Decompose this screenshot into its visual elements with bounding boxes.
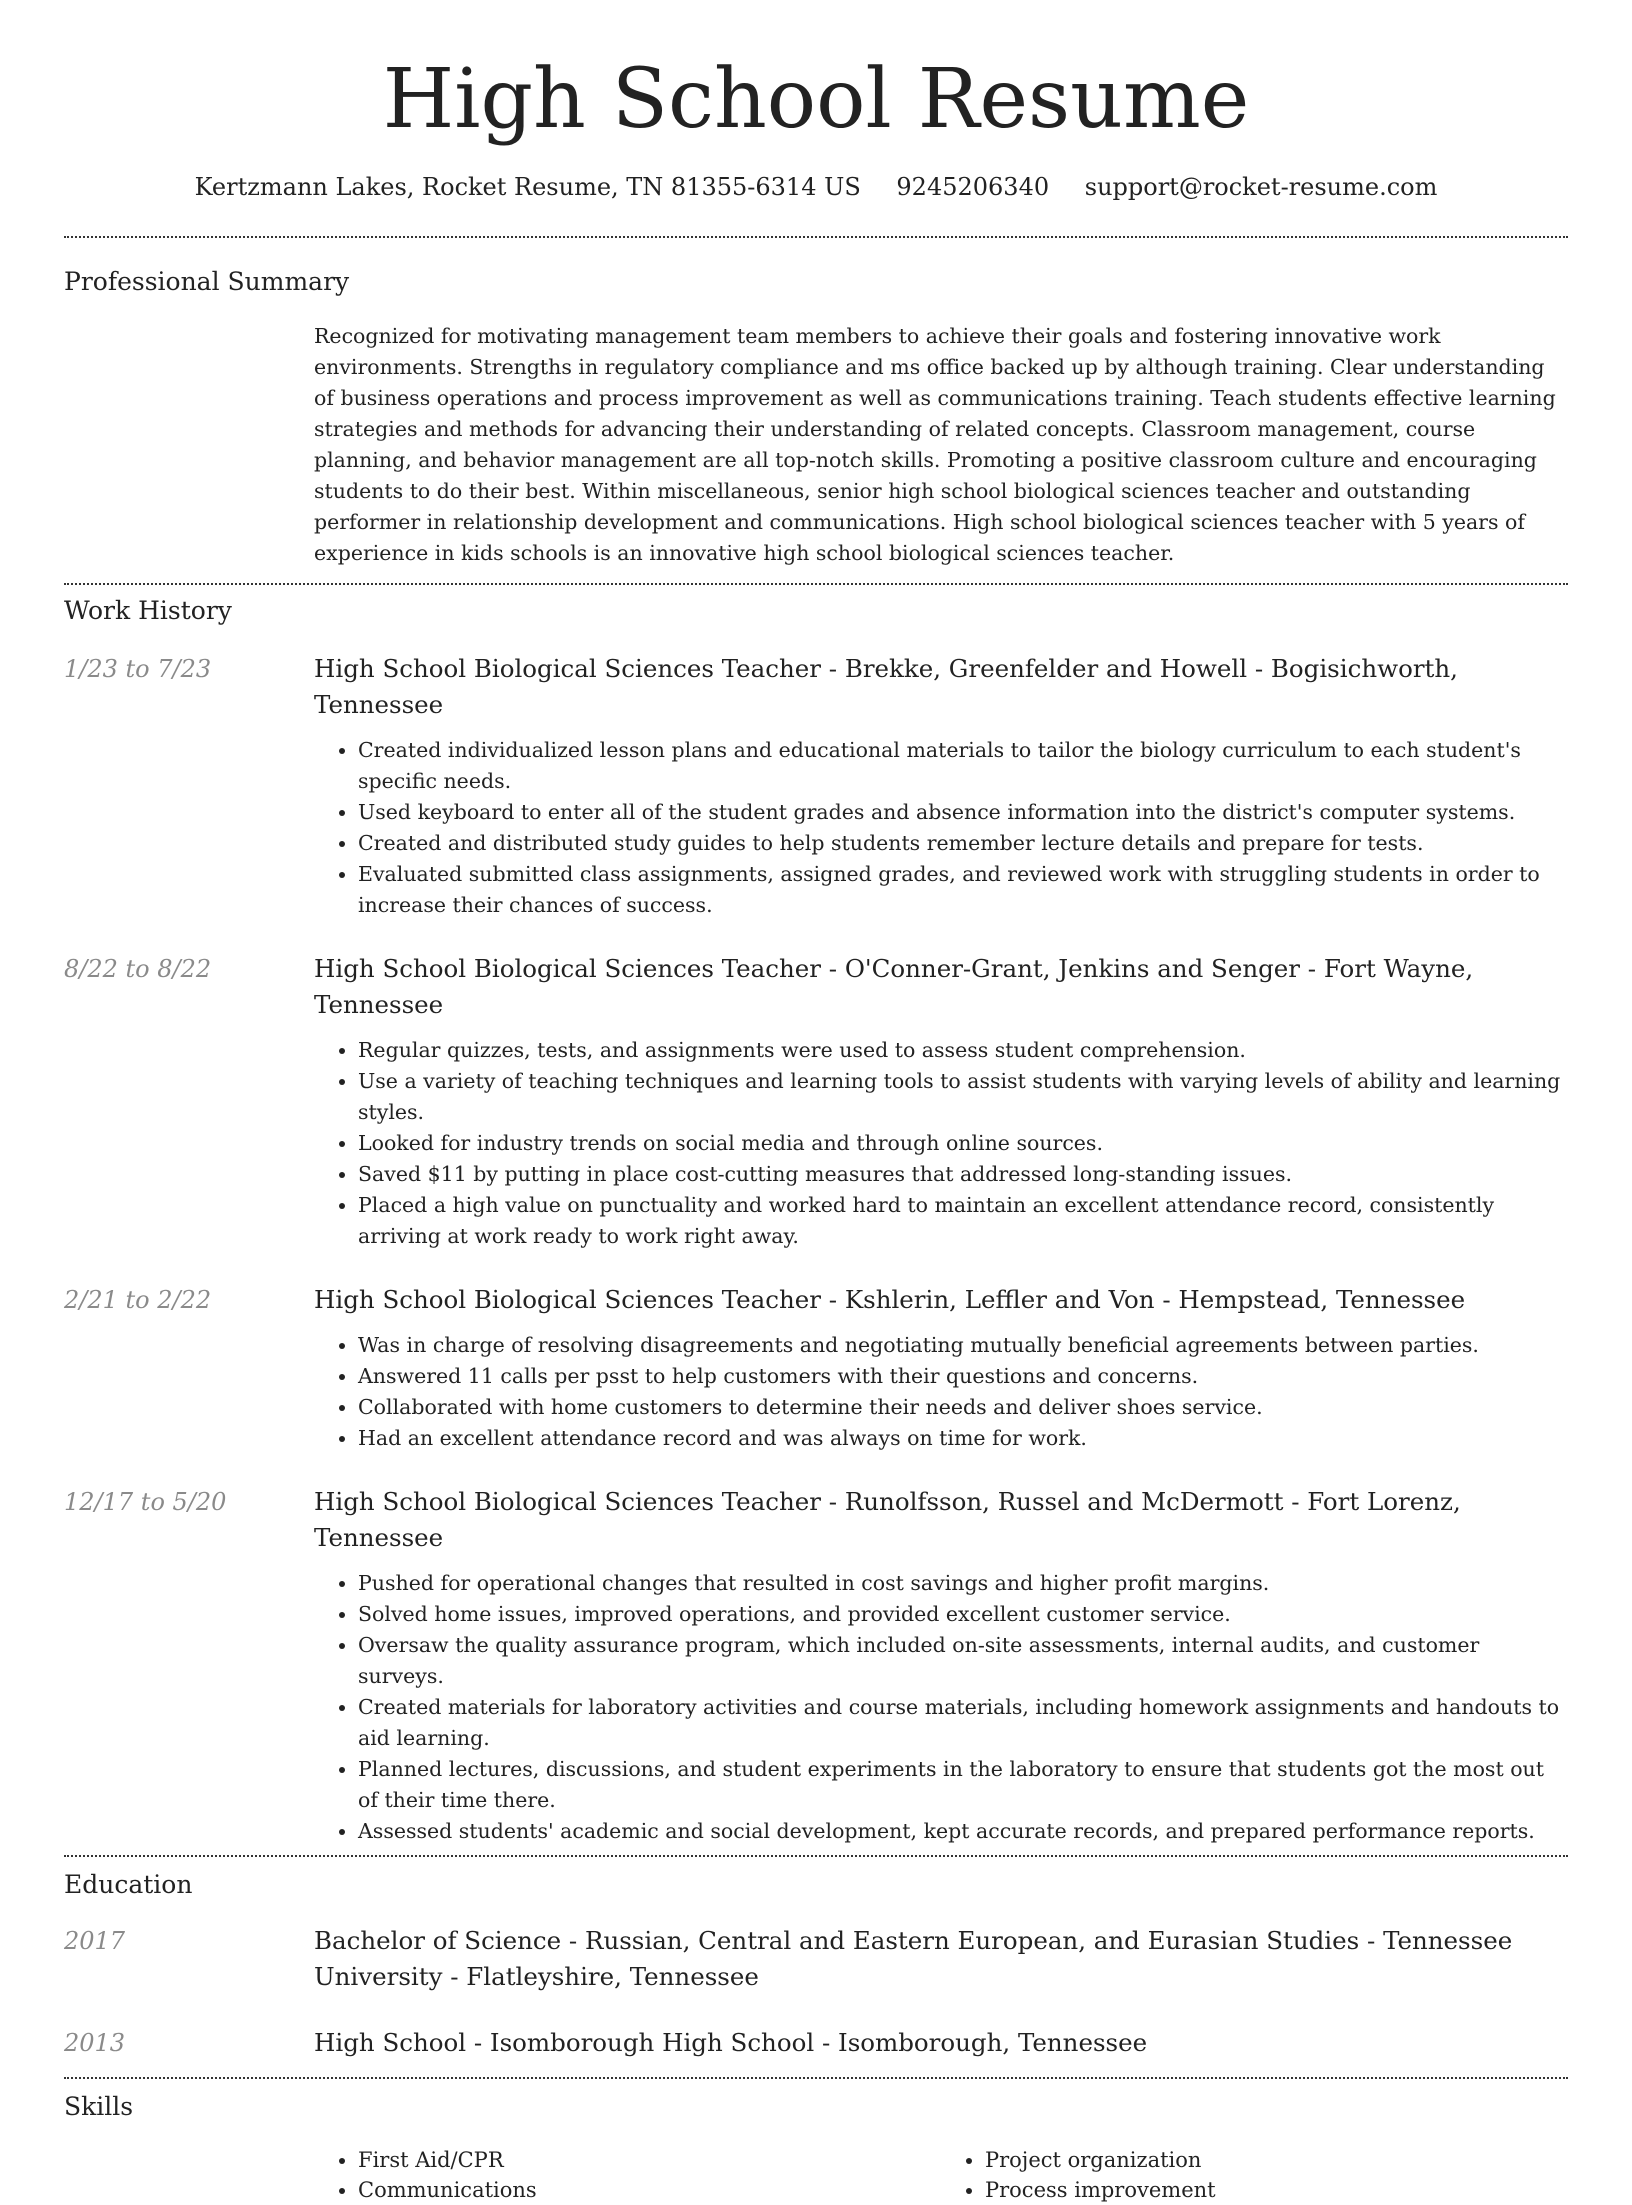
job-bullets: [314, 1035, 1568, 1252]
skills-list-right: [941, 2145, 1568, 2205]
list-item: • Created and distributed study guides to help students remember lecture details and prepare for tests.: [358, 828, 1568, 859]
contact-line: [64, 172, 1568, 202]
job-body: [314, 951, 1568, 1252]
skill-item: • Project organization: [985, 2145, 1568, 2175]
skill-item: • Process improvement: [985, 2175, 1568, 2205]
list-item: • Had an excellent attendance record and was always on time for work.: [358, 1423, 1568, 1454]
list-item: • Pushed for operational changes that resulted in cost savings and higher profit margins.: [358, 1568, 1568, 1599]
job-title: High School Biological Sciences Teacher - O'Conner-Grant, Jenkins and Senger - Fort Wayne, Tennessee: [314, 954, 1474, 1019]
job-dates: 8/22 to 8/22: [64, 955, 212, 983]
skills-columns: [314, 2145, 1568, 2205]
education-entry: [64, 2025, 1568, 2061]
job-dates: 12/17 to 5/20: [64, 1488, 227, 1516]
job-bullets: [314, 1568, 1568, 1847]
job-body: [314, 651, 1568, 921]
list-item: • Looked for industry trends on social media and through online sources.: [358, 1128, 1568, 1159]
job-body: [314, 1282, 1568, 1454]
job-bullets: [314, 735, 1568, 921]
job-dates: 2/21 to 2/22: [64, 1286, 212, 1314]
job-entry: [64, 951, 1568, 1252]
education-year: 2013: [64, 2029, 126, 2057]
list-item: • Use a variety of teaching techniques and learning tools to assist students with varying levels of ability and learning styles.: [358, 1066, 1568, 1128]
section-title-skills: Skills: [64, 2092, 134, 2121]
job-title: High School Biological Sciences Teacher - Brekke, Greenfelder and Howell - Bogisichworth, Tennessee: [314, 654, 1458, 719]
list-item: • Regular quizzes, tests, and assignments were used to assess student comprehension.: [358, 1035, 1568, 1066]
education-title: Bachelor of Science - Russian, Central and Eastern European, and Eurasian Studies - Tennessee University - Flatleyshire, Tennessee: [314, 1926, 1513, 1991]
contact-email: support@rocket-resume.com: [1084, 173, 1438, 201]
education-entry: [64, 1923, 1568, 1995]
list-item: • Created individualized lesson plans and educational materials to tailor the biology curriculum to each student's specific needs.: [358, 735, 1568, 797]
list-item: • Planned lectures, discussions, and student experiments in the laboratory to ensure that students got the most out of their time there.: [358, 1754, 1568, 1816]
education-section: [64, 1857, 1568, 2061]
list-item: • Oversaw the quality assurance program, which included on-site assessments, internal audits, and customer surveys.: [358, 1630, 1568, 1692]
skill-item: • First Aid/CPR: [358, 2145, 941, 2175]
job-body: [314, 1484, 1568, 1847]
resume-page: [64, 0, 1568, 2205]
contact-address: Kertzmann Lakes, Rocket Resume, TN 81355-6314 US: [194, 173, 861, 201]
list-item: • Collaborated with home customers to determine their needs and deliver shoes service.: [358, 1392, 1568, 1423]
job-dates: 1/23 to 7/23: [64, 655, 212, 683]
list-item: • Created materials for laboratory activities and course materials, including homework assignments and handouts to aid learning.: [358, 1692, 1568, 1754]
list-item: • Solved home issues, improved operations, and provided excellent customer service.: [358, 1599, 1568, 1630]
education-year: 2017: [64, 1927, 126, 1955]
job-entry: [64, 651, 1568, 921]
list-item: • Evaluated submitted class assignments, assigned grades, and reviewed work with struggling students in order to increase their chances of success.: [358, 859, 1568, 921]
contact-phone: 9245206340: [896, 173, 1050, 201]
section-title-work-history: Work History: [64, 596, 232, 625]
list-item: • Placed a high value on punctuality and worked hard to maintain an excellent attendance record, consistently arriving at work ready to work right away.: [358, 1190, 1568, 1252]
skill-item: • Communications: [358, 2175, 941, 2205]
education-body: [314, 1923, 1568, 1995]
job-bullets: [314, 1330, 1568, 1454]
list-item: • Assessed students' academic and social development, kept accurate records, and prepared performance reports.: [358, 1816, 1568, 1847]
skills-list-left: [314, 2145, 941, 2205]
job-title: High School Biological Sciences Teacher - Runolfsson, Russel and McDermott - Fort Lorenz, Tennessee: [314, 1487, 1461, 1552]
job-entry: [64, 1282, 1568, 1454]
job-title: High School Biological Sciences Teacher - Kshlerin, Leffler and Von - Hempstead, Tennessee: [314, 1285, 1466, 1314]
section-title-summary: Professional Summary: [64, 267, 350, 296]
work-history-section: [64, 585, 1568, 1847]
list-item: • Saved $11 by putting in place cost-cutting measures that addressed long-standing issues.: [358, 1159, 1568, 1190]
list-item: • Used keyboard to enter all of the student grades and absence information into the district's computer systems.: [358, 797, 1568, 828]
resume-title: High School Resume: [382, 52, 1250, 147]
education-body: [314, 2025, 1568, 2061]
skills-section: [64, 2079, 1568, 2205]
job-entry: [64, 1484, 1568, 1847]
list-item: • Was in charge of resolving disagreements and negotiating mutually beneficial agreements between parties.: [358, 1330, 1568, 1361]
summary-text: Recognized for motivating management team members to achieve their goals and fostering innovative work environments. Strengths in regulatory compliance and ms office backed up by although training. Clear understanding of business operations and process improvement as well as communications training. Teach students effective learning strategies and methods for advancing their understanding of related concepts. Classroom management, course planning, and behavior management are all top-notch skills. Promoting a positive classroom culture and encouraging students to do their best. Within miscellaneous, senior high school biological sciences teacher and outstanding performer in relationship development and communications. High school biological sciences teacher with 5 years of experience in kids schools is an innovative high school biological sciences teacher.: [314, 324, 1556, 565]
section-title-education: Education: [64, 1870, 193, 1899]
education-title: High School - Isomborough High School - Isomborough, Tennessee: [314, 2028, 1148, 2057]
list-item: • Answered 11 calls per psst to help customers with their questions and concerns.: [358, 1361, 1568, 1392]
summary-section: [64, 238, 1568, 569]
